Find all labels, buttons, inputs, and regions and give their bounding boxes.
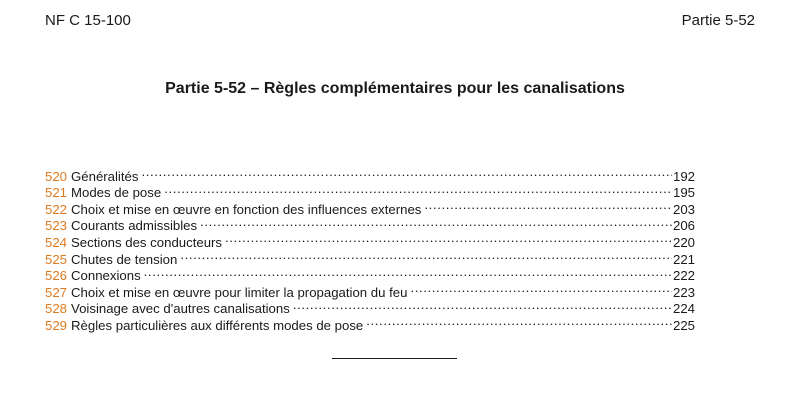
toc-page-number: 223 (672, 284, 695, 300)
toc-section-title: Courants admissibles (71, 218, 198, 234)
page-title: Partie 5-52 – Règles complémentaires pour les canalisations (165, 80, 625, 97)
toc-section-title: Chutes de tension (71, 251, 178, 267)
toc-page-number: 192 (672, 168, 695, 184)
toc-section-number: 525 (45, 251, 68, 267)
toc-section-number: 522 (45, 201, 68, 217)
toc-section-title: Choix et mise en œuvre pour limiter la propagation du feu (71, 284, 408, 300)
toc-section-title: Règles particulières aux différents modes de pose (71, 317, 364, 333)
toc-leader-dots (141, 164, 672, 181)
toc-page-number: 224 (672, 301, 695, 317)
toc-section-title: Choix et mise en œuvre en fonction des influences externes (71, 201, 422, 217)
toc-page-number: 195 (672, 185, 695, 201)
toc-section-title: Généralités (71, 168, 139, 184)
toc-leader-dots (144, 264, 672, 281)
toc-entry[interactable] (45, 280, 695, 300)
toc-page-number: 225 (672, 317, 695, 333)
toc-leader-dots (410, 280, 672, 297)
toc-leader-dots (424, 197, 672, 214)
toc-leader-dots (225, 230, 672, 247)
toc-leader-dots (366, 313, 672, 330)
toc-entry[interactable] (45, 181, 695, 201)
toc-entry[interactable] (45, 164, 695, 184)
toc-section-number: 528 (45, 301, 68, 317)
toc-section-number: 521 (45, 185, 68, 201)
toc-section-number: 526 (45, 268, 68, 284)
toc-leader-dots (164, 181, 672, 198)
toc-leader-dots (200, 214, 672, 231)
toc-section-title: Voisinage avec d'autres canalisations (71, 301, 290, 317)
toc-page-number: 222 (672, 268, 695, 284)
toc-section-number: 524 (45, 234, 68, 250)
toc-section-title: Modes de pose (71, 185, 162, 201)
toc-leader-dots (180, 247, 672, 264)
toc-page-number: 221 (672, 251, 695, 267)
toc-page-number: 220 (672, 234, 695, 250)
toc-section-number: 529 (45, 317, 68, 333)
table-of-contents (45, 164, 695, 333)
toc-section-title: Connexions (71, 268, 141, 284)
end-of-section-rule (332, 358, 457, 359)
document-reference: NF C 15-100 (45, 12, 131, 29)
toc-section-title: Sections des conducteurs (71, 234, 223, 250)
toc-section-number: 523 (45, 218, 68, 234)
toc-section-number: 527 (45, 284, 68, 300)
toc-page-number: 206 (672, 218, 695, 234)
toc-section-number: 520 (45, 168, 68, 184)
part-reference: Partie 5-52 (681, 12, 755, 29)
toc-leader-dots (293, 297, 672, 314)
toc-page-number: 203 (672, 201, 695, 217)
